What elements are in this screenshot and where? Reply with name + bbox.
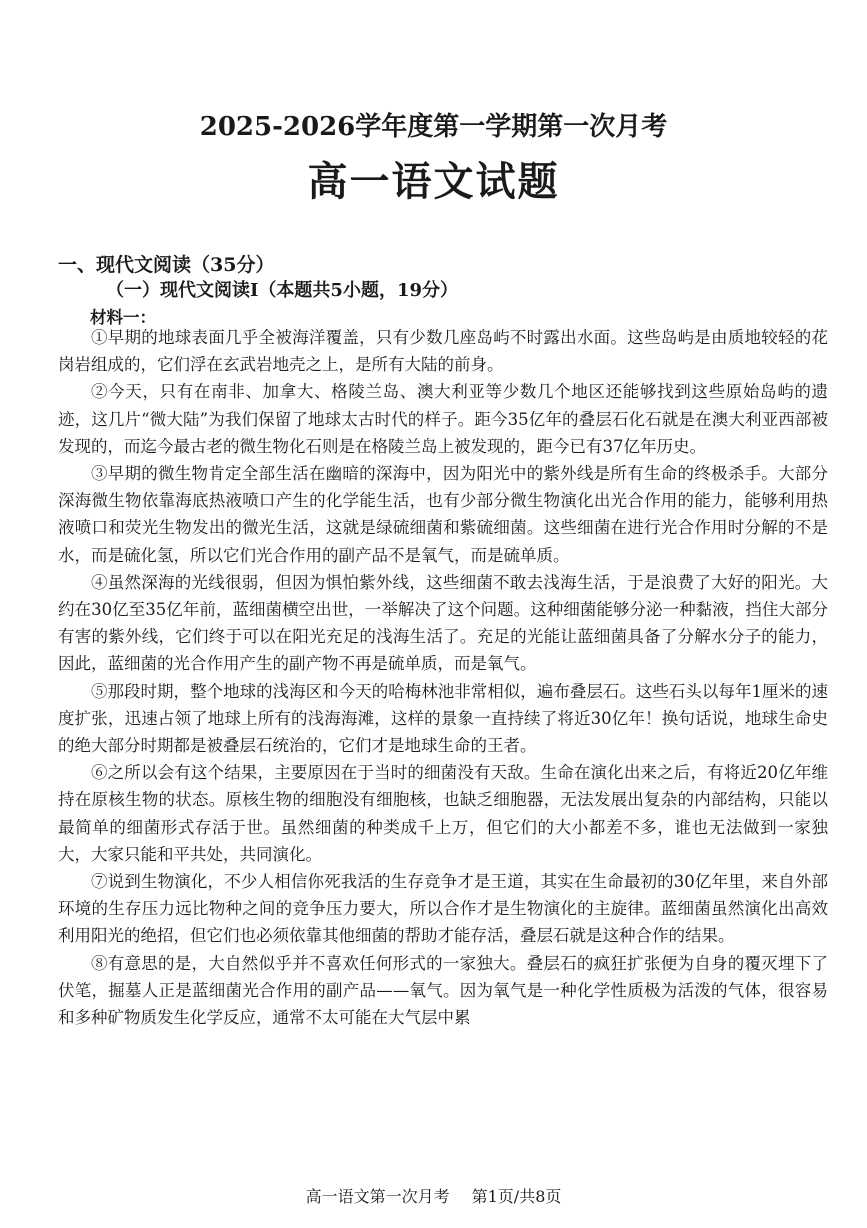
page-footer xyxy=(0,1184,867,1207)
paragraph-6: ⑥之所以会有这个结果，主要原因在于当时的细菌没有天敌。生命在演化出来之后，有将近20亿年维持在原核生物的状态。原核生物的细胞没有细胞核，也缺乏细胞器，无法发展出复杂的内部结构，只能以最简单的细菌形式存活于世。虽然细菌的种类成千上万，但它们的大小都差不多，谁也无法做到一家独大，大家只能和平共处，共同演化。 xyxy=(58,763,828,864)
exam-title: 高一语文试题 xyxy=(307,158,560,205)
reading-passage xyxy=(58,324,828,1031)
material-label: 材料一： xyxy=(90,308,156,327)
paragraph-2: ②今天，只有在南非、加拿大、格陵兰岛、澳大利亚等少数几个地区还能够找到这些原始岛屿的遗迹，这几片“微大陆”为我们保留了地球太古时代的样子。距今35亿年的叠层石化石就是在澳大利亚西部被发现的，而迄今最古老的微生物化石则是在格陵兰岛上被发现的，距今已有37亿年历史。 xyxy=(58,382,828,456)
part-heading: （一）现代文阅读Ⅰ（本题共5小题，19分） xyxy=(106,280,458,301)
footer-exam-name: 高一语文第一次月考 xyxy=(305,1187,450,1206)
exam-subtitle: 2025-2026学年度第一学期第一次月考 xyxy=(199,112,668,142)
paragraph-1: ①早期的地球表面几乎全被海洋覆盖，只有少数几座岛屿不时露出水面。这些岛屿是由质地较轻的花岗岩组成的，它们浮在玄武岩地壳之上，是所有大陆的前身。 xyxy=(58,328,828,375)
paragraph-4: ④虽然深海的光线很弱，但因为惧怕紫外线，这些细菌不敢去浅海生活，于是浪费了大好的阳光。大约在30亿至35亿年前，蓝细菌横空出世，一举解决了这个问题。这种细菌能够分泌一种黏液，挡住大部分有害的紫外线，它们终于可以在阳光充足的浅海生活了。充足的光能让蓝细菌具备了分解水分子的能力，因此，蓝细菌的光合作用产生的副产物不再是硫单质，而是氧气。 xyxy=(58,572,828,674)
paragraph-5: ⑤那段时期，整个地球的浅海区和今天的哈梅林池非常相似，遍布叠层石。这些石头以每年1厘米的速度扩张，迅速占领了地球上所有的浅海海滩，这样的景象一直持续了将近30亿年！换句话说，地球生命史的绝大部分时期都是被叠层石统治的，它们才是地球生命的王者。 xyxy=(58,681,828,756)
paragraph-3: ③早期的微生物肯定全部生活在幽暗的深海中，因为阳光中的紫外线是所有生命的终极杀手。大部分深海微生物依靠海底热液喷口产生的化学能生活，也有少部分微生物演化出光合作用的能力，能够利用热液喷口和荧光生物发出的微光生活，这就是绿硫细菌和紫硫细菌。这些细菌在进行光合作用时分解的不是水，而是硫化氢，所以它们光合作用的副产品不是氧气，而是硫单质。 xyxy=(58,464,828,565)
footer-page-info: 第1页/共8页 xyxy=(471,1187,562,1206)
paragraph-7: ⑦说到生物演化，不少人相信你死我活的生存竞争才是王道，其实在生命最初的30亿年里，来自外部环境的生存压力远比物种之间的竞争压力要大，所以合作才是生物演化的主旋律。蓝细菌虽然演化出高效利用阳光的绝招，但它们也必须依靠其他细菌的帮助才能存活，叠层石就是这种合作的结果。 xyxy=(58,872,828,946)
paragraph-8: ⑧有意思的是，大自然似乎并不喜欢任何形式的一家独大。叠层石的疯狂扩张便为自身的覆灭埋下了伏笔，掘墓人正是蓝细菌光合作用的副产品——氧气。因为氧气是一种化学性质极为活泼的气体，很容易和多种矿物质发生化学反应，通常不太可能在大气层中累 xyxy=(58,953,828,1028)
section-heading: 一、现代文阅读（35分） xyxy=(58,254,275,276)
